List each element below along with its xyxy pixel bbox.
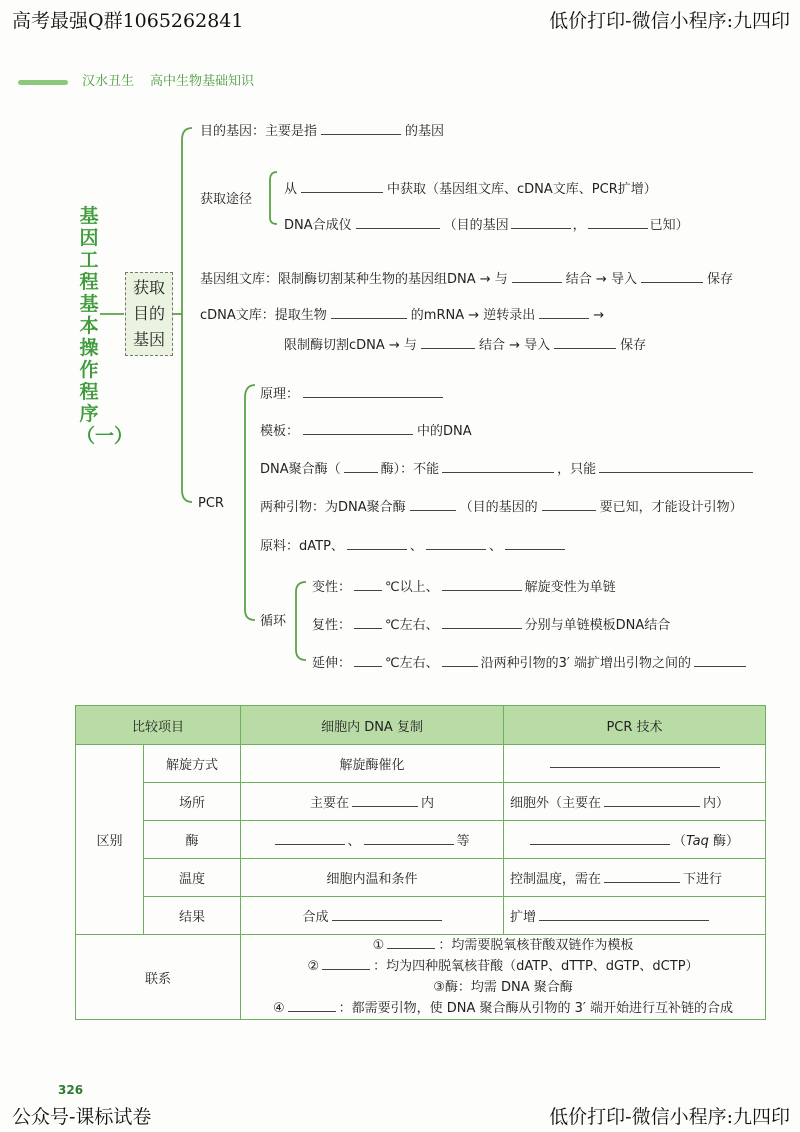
cycle-label: 循环 <box>260 614 287 629</box>
side-title: 基因工程基本操作程序（一） <box>76 205 134 447</box>
table-item: 场所 <box>144 783 241 821</box>
table-link-label: 联系 <box>76 935 241 1020</box>
pcr-primers: 两种引物：为DNA聚合酶 （目的基因的 要已知，才能设计引物） <box>260 500 743 515</box>
table-cell: 主要在 内 <box>241 783 504 821</box>
watermark-bottom-left: 公众号-课标试卷 <box>12 1106 152 1128</box>
table-link-list: ① ：均需要脱氧核苷酸双链作为模板 ② ：均为四种脱氧核苷酸（dATP、dTTP、dGTP、dCTP） ③酶：均需 DNA 聚合酶 ④ ：都需要引物，使 DNA 聚合酶从引物的 3′ 端开始进行互补链的合成 <box>241 935 766 1020</box>
table-header-pcr: PCR 技术 <box>504 706 766 745</box>
table-cell: 细胞外（主要在 内） <box>504 783 766 821</box>
table-item: 酶 <box>144 821 241 859</box>
table-item: 温度 <box>144 859 241 897</box>
watermark-bottom-right: 低价打印-微信小程序:九四印 <box>549 1106 790 1128</box>
comparison-table <box>75 705 766 1020</box>
cdna-library-line1: cDNA文库：提取生物 的mRNA → 逆转录出 → <box>200 308 605 323</box>
table-cell: 、 等 <box>241 821 504 859</box>
method2-line: DNA合成仪 （目的基因 ， 已知） <box>284 218 689 233</box>
table-item: 解旋方式 <box>144 745 241 783</box>
watermark-top-right: 低价打印-微信小程序:九四印 <box>549 10 790 32</box>
cycle-extend: 延伸： ℃左右、 沿两种引物的3′ 端扩增出引物之间的 <box>312 654 746 672</box>
pcr-materials: 原料：dATP、 、 、 <box>260 537 565 555</box>
cycle-anneal: 复性： ℃左右、 分别与单链模板DNA结合 <box>312 618 671 633</box>
pcr-label: PCR <box>198 496 224 511</box>
table-cell <box>504 745 766 783</box>
table-row-link <box>76 935 766 1020</box>
header-subtitle: 高中生物基础知识 <box>150 74 255 89</box>
watermark-top-left: 高考最强Q群1065262841 <box>12 10 244 32</box>
table-cell: 合成 <box>241 897 504 935</box>
table-item: 结果 <box>144 897 241 935</box>
table-cell: 解旋酶催化 <box>241 745 504 783</box>
cdna-library-line2: 限制酶切割cDNA → 与 结合 → 导入 保存 <box>284 338 647 353</box>
target-gene-line: 目的基因：主要是指 的基因 <box>200 124 445 139</box>
table-cell: 扩增 <box>504 897 766 935</box>
page-number: 326 <box>58 1083 84 1097</box>
header-series: 汉水丑生 <box>82 74 135 89</box>
pcr-template: 模板： 中的DNA <box>260 424 472 439</box>
table-cell: 细胞内温和条件 <box>241 859 504 897</box>
table-row <box>76 821 766 859</box>
table-row <box>76 783 766 821</box>
cycle-denature: 变性： ℃以上、 解旋变性为单链 <box>312 580 616 595</box>
table-header-cell-replication: 细胞内 DNA 复制 <box>241 706 504 745</box>
pcr-principle: 原理： <box>260 385 443 403</box>
pcr-polymerase: DNA聚合酶（ 酶）：不能 ，只能 <box>260 460 753 478</box>
method1-line: 从 中获取（基因组文库、cDNA文库、PCR扩增） <box>284 182 657 197</box>
table-row <box>76 745 766 783</box>
node-get-target-gene: 获取目的基因 <box>125 272 173 356</box>
table-header-row <box>76 706 766 745</box>
methods-label: 获取途径 <box>200 192 253 207</box>
table-cell: （Taq 酶） <box>504 821 766 859</box>
genomic-library-line: 基因组文库：限制酶切割某种生物的基因组DNA → 与 结合 → 导入 保存 <box>200 272 733 287</box>
table-group-label: 区别 <box>76 745 144 935</box>
table-header-item: 比较项目 <box>76 706 241 745</box>
table-row <box>76 859 766 897</box>
table-row <box>76 897 766 935</box>
table-cell: 控制温度，需在 下进行 <box>504 859 766 897</box>
